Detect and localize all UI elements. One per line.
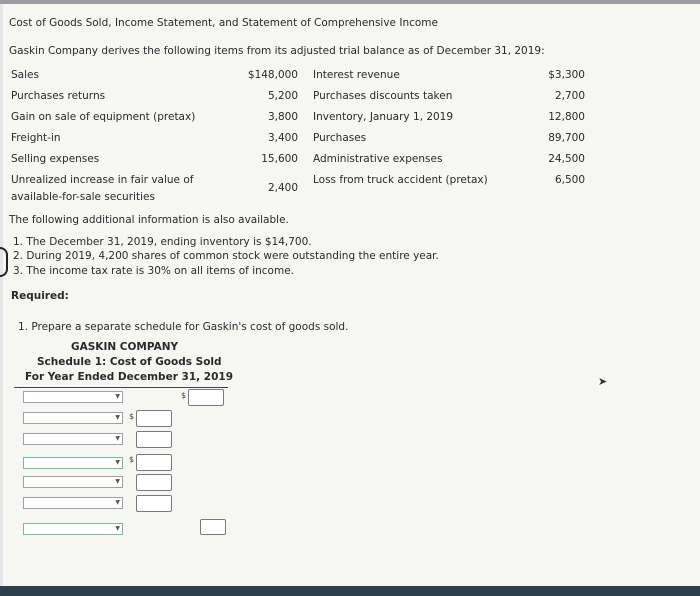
right-item-label: Purchases	[313, 132, 367, 144]
page-title: Cost of Goods Sold, Income Statement, and Statement of Comprehensive Income	[9, 17, 438, 29]
currency-symbol: $	[181, 391, 187, 400]
right-item-value: 24,500	[548, 153, 585, 165]
schedule-dropdown[interactable]	[23, 412, 123, 424]
bottom-bar	[0, 586, 700, 596]
schedule-dropdown[interactable]	[23, 523, 123, 535]
amount-input[interactable]	[136, 495, 172, 512]
right-item-label: Inventory, January 1, 2019	[313, 111, 454, 123]
right-item-label: Purchases discounts taken	[313, 90, 453, 102]
amount-input[interactable]	[136, 431, 172, 448]
left-item-label: Selling expenses	[11, 153, 100, 165]
currency-symbol: $	[129, 455, 135, 464]
schedule-dropdown[interactable]	[23, 457, 123, 469]
schedule-title: Schedule 1: Cost of Goods Sold	[37, 356, 222, 368]
amount-input[interactable]	[188, 389, 224, 406]
schedule-period: For Year Ended December 31, 2019	[25, 371, 234, 383]
amount-input[interactable]	[136, 474, 172, 491]
schedule-dropdown[interactable]	[23, 476, 123, 488]
currency-symbol: $	[129, 412, 135, 421]
right-item-value: 2,700	[554, 90, 585, 102]
right-item-label: Administrative expenses	[313, 153, 443, 165]
left-item-label: Gain on sale of equipment (pretax)	[11, 111, 196, 123]
mouse-pointer-icon: ➤	[598, 375, 608, 388]
right-item-value: 12,800	[548, 111, 585, 123]
top-bar	[0, 0, 700, 4]
chevron-down-icon: ▼	[115, 499, 120, 506]
left-border	[0, 4, 3, 594]
right-item-value: 89,700	[548, 132, 585, 144]
amount-input[interactable]	[136, 454, 172, 471]
schedule-dropdown[interactable]	[23, 391, 123, 403]
step-indicator	[0, 247, 8, 277]
left-item-label: available-for-sale securities	[11, 191, 155, 203]
chevron-down-icon: ▼	[115, 435, 120, 442]
chevron-down-icon: ▼	[115, 459, 120, 466]
left-item-value: 5,200	[267, 90, 298, 102]
left-item-value: 2,400	[267, 182, 298, 194]
right-item-value: $3,300	[548, 69, 585, 81]
left-item-value: 15,600	[261, 153, 298, 165]
right-item-label: Loss from truck accident (pretax)	[313, 174, 488, 186]
schedule-dropdown[interactable]	[23, 497, 123, 509]
left-item-label: Sales	[11, 69, 39, 81]
left-item-label: Freight-in	[11, 132, 61, 144]
chevron-down-icon: ▼	[115, 414, 120, 421]
schedule-dropdown[interactable]	[23, 433, 123, 445]
schedule-company: GASKIN COMPANY	[71, 341, 179, 353]
right-item-value: 6,500	[554, 174, 585, 186]
intro-text: Gaskin Company derives the following items from its adjusted trial balance as of December 31, 2019:	[9, 45, 545, 57]
required-label: Required:	[11, 290, 69, 302]
left-item-value: $148,000	[247, 69, 298, 81]
required-item: 1. Prepare a separate schedule for Gaskin's cost of goods sold.	[18, 321, 349, 333]
amount-input[interactable]	[136, 410, 172, 427]
left-item-label: Unrealized increase in fair value of	[11, 174, 194, 186]
additional-heading: The following additional information is also available.	[9, 214, 289, 226]
amount-input[interactable]	[200, 519, 226, 535]
right-item-label: Interest revenue	[313, 69, 400, 81]
left-item-value: 3,400	[267, 132, 298, 144]
chevron-down-icon: ▼	[115, 478, 120, 485]
additional-item: 2. During 2019, 4,200 shares of common stock were outstanding the entire year.	[13, 250, 439, 262]
chevron-down-icon: ▼	[115, 393, 120, 400]
chevron-down-icon: ▼	[115, 525, 120, 532]
additional-item: 1. The December 31, 2019, ending inventory is $14,700.	[13, 236, 312, 248]
left-item-label: Purchases returns	[11, 90, 106, 102]
left-item-value: 3,800	[267, 111, 298, 123]
schedule-underline	[14, 387, 228, 388]
additional-item: 3. The income tax rate is 30% on all items of income.	[13, 265, 294, 277]
